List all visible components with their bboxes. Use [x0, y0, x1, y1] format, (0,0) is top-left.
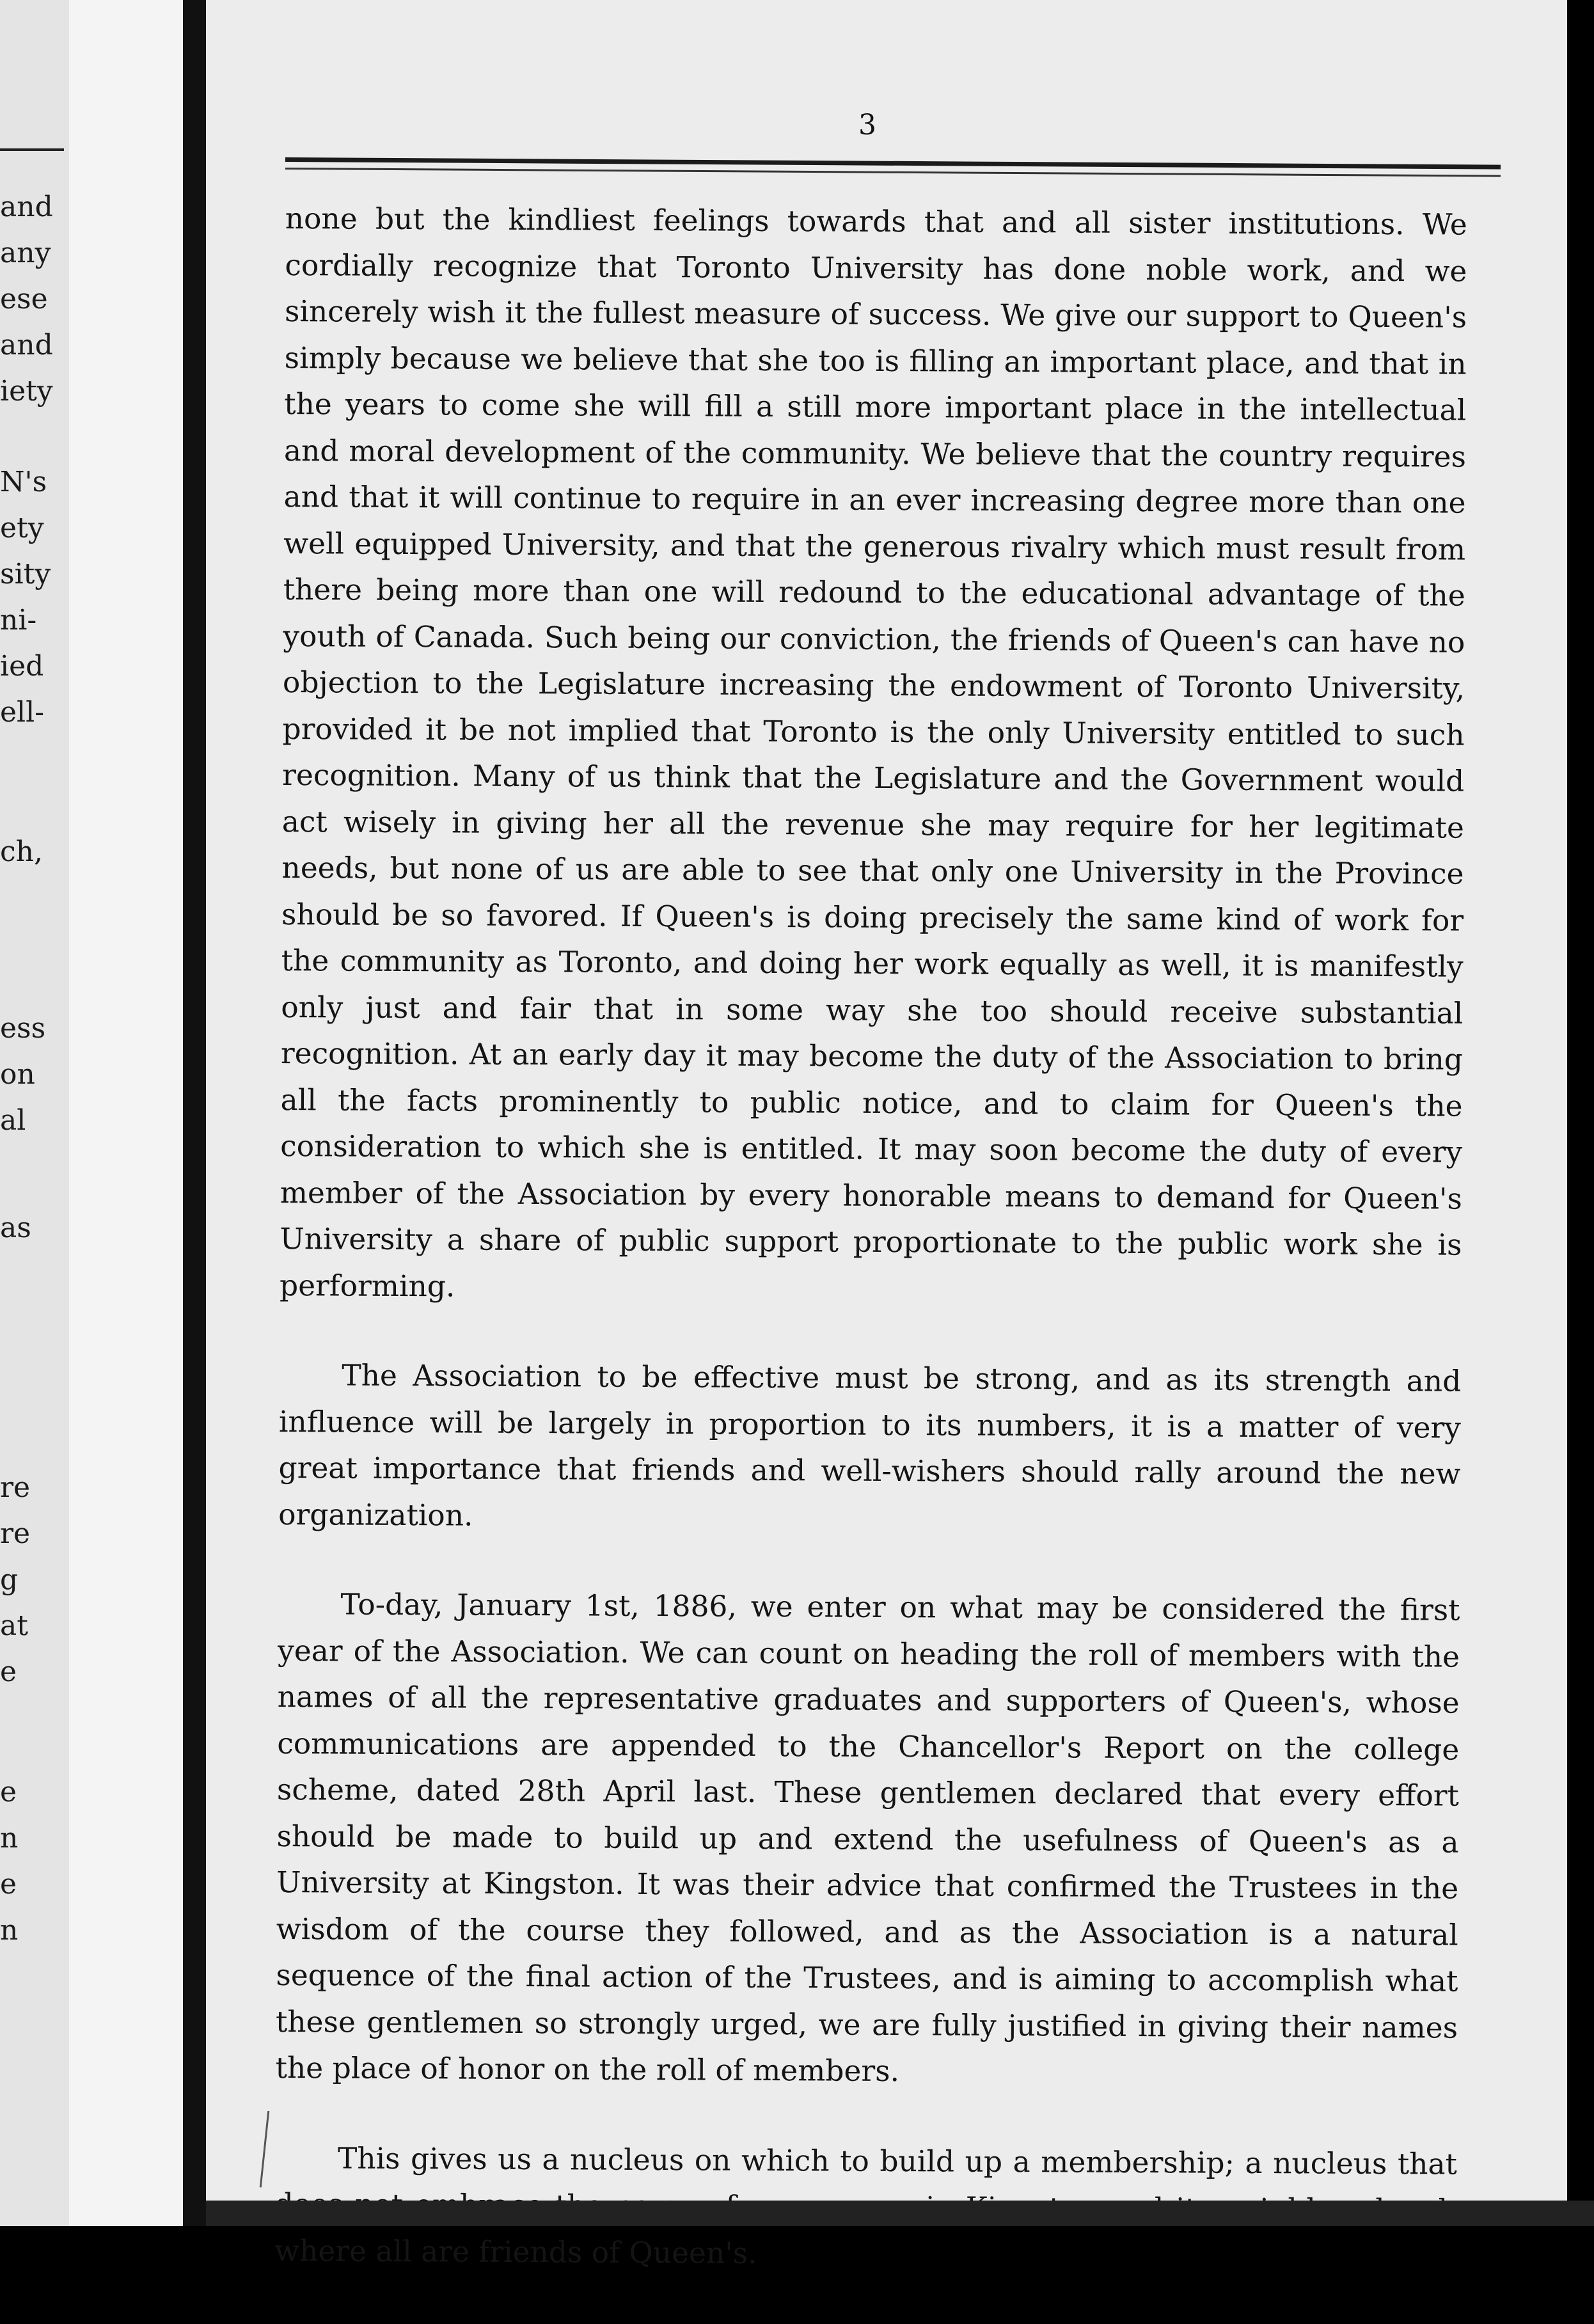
adjacent-page-strip	[0, 0, 69, 2226]
left-fragment: ety	[0, 512, 44, 544]
margin-mark	[260, 2111, 273, 2188]
page-gutter	[69, 0, 183, 2226]
adjacent-page-rule	[0, 148, 64, 151]
left-fragment: n	[0, 1822, 19, 1854]
left-fragment: e	[0, 1776, 17, 1808]
left-fragment: re	[0, 1517, 31, 1550]
page-bottom-edge	[206, 2201, 1594, 2226]
left-fragment: ni-	[0, 604, 37, 636]
left-fragment: and	[0, 191, 53, 223]
left-fragment: ied	[0, 650, 44, 683]
paragraph: The Association to be effective must be strong, and as its strength and influence will be largely in proportion to its numbers, it is a matter of very great importance that friends and well-wishers should rally around the new organization.	[278, 1358, 1462, 1533]
left-fragment: ess	[0, 1012, 46, 1045]
left-fragment: ese	[0, 283, 48, 315]
page-number: 3	[858, 109, 876, 141]
left-fragment: re	[0, 1471, 31, 1504]
left-fragment: iety	[0, 375, 53, 407]
left-fragment: as	[0, 1212, 31, 1244]
left-fragment: at	[0, 1609, 28, 1642]
document-page	[206, 0, 1567, 2270]
paragraph: none but the kindliest feelings towards that and all sister institutions. We cordially recognize that Toronto University has done noble work, and we sincerely wish it the fullest measure of success. We give our support to Queen's simply because we believe that she too is filling an important place, and that in the years to come she will fill a still more important place in the intellectual and moral development of the community. We believe that the country requires and that it will continue to require in an ever increasing degree more than one well equipped University, and that the generous rivalry which must result from there being more than one will redound to the educational advantage of the youth of Canada. Such being our conviction, the friends of Queen's can have no objection to the Legislature increasing the endowment of Toronto University, provided it be not implied that Toronto is the only University entitled to such recognition. Many of us think that the Legislature and the Government would act wisely in giving her all the revenue she may require for her legitimate needs, but none of us are able to see that only one University in the Province should be so favored. If Queen's is doing precisely the same kind of work for the community as Toronto, and doing her work equally as well, it is manifestly only just and fair that in some way she too should receive substantial recognition. At an early day it may become the duty of the Association to bring all the facts prominently to public notice, and to claim for Queen's the consideration to which she is entitled. It may soon become the duty of every member of the Association by every honorable means to demand for Queen's University a share of public support proportionate to the public work she is performing.	[279, 201, 1467, 1303]
body-text	[274, 196, 1467, 2324]
header-rule	[285, 157, 1501, 170]
left-fragment: and	[0, 329, 53, 361]
left-fragment: e	[0, 1868, 17, 1901]
left-fragment: n	[0, 1914, 19, 1947]
left-fragment: e	[0, 1656, 17, 1688]
left-fragment: any	[0, 237, 51, 269]
paragraph: To-day, January 1st, 1886, we enter on what may be considered the first year of the Association. We can count on heading the roll of members with the names of all the representative graduates and supporters of Queen's, whose communications are appended to the Chancellor's Report on the college scheme, dated 28th April last. These gentlemen declared that every effort should be made to build up and extend the usefulness of Queen's as a University at Kingston. It was their advice that confirmed the Trustees in the wisdom of the course they followed, and as the Association is a natural sequence of the final action of the Trustees, and is aiming to accomplish what these gentlemen so strongly urged, we are fully justified in giving their names the place of honor on the roll of members.	[275, 1587, 1460, 2089]
page-fold-shadow	[183, 0, 206, 2226]
left-fragment: sity	[0, 558, 51, 590]
left-fragment: ch,	[0, 835, 43, 868]
left-fragment: al	[0, 1104, 26, 1137]
paragraph: This gives us a nucleus on which to build up a membership; a nucleus that where all are friends of Queen's.	[274, 2140, 1458, 2270]
left-fragment: g	[0, 1563, 19, 1596]
header-rule-thin	[285, 168, 1501, 177]
left-fragment: N's	[0, 466, 47, 498]
left-fragment: on	[0, 1058, 35, 1091]
left-fragment: ell-	[0, 696, 45, 729]
